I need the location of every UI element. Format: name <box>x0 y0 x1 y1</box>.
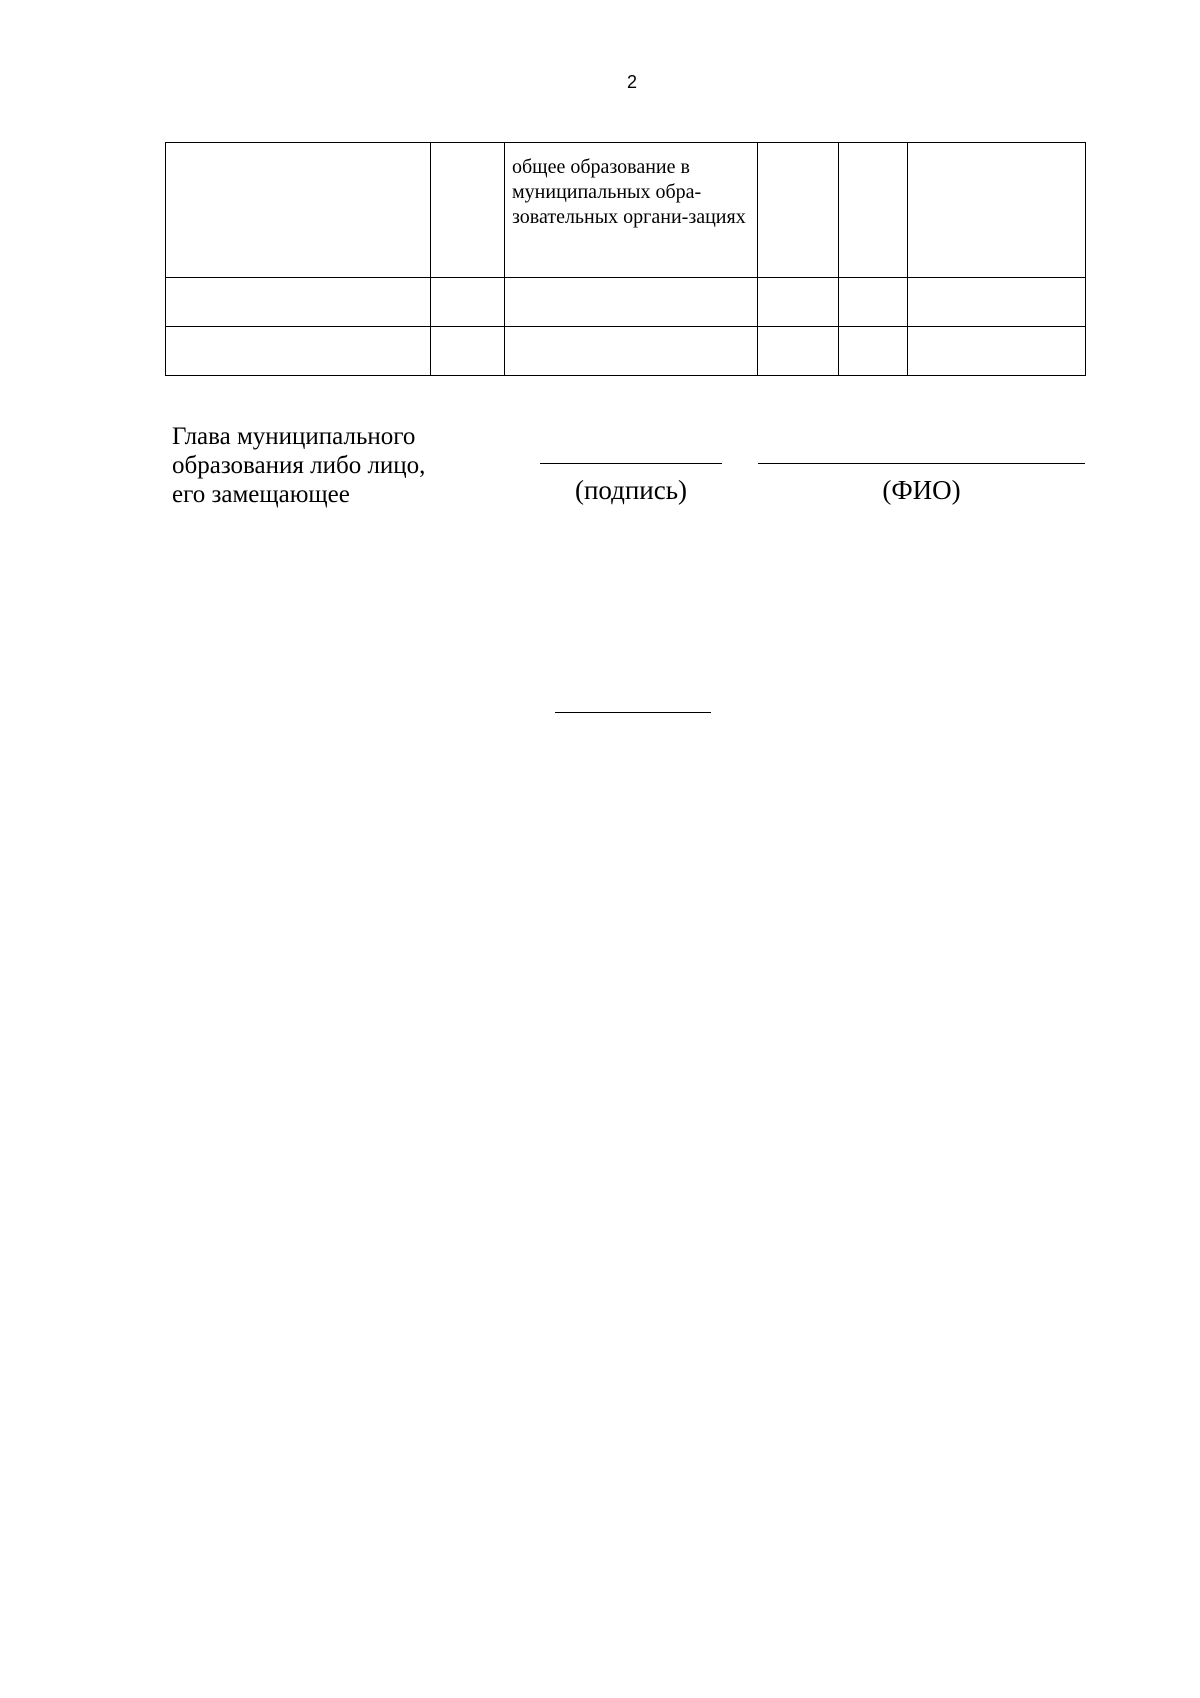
table-cell <box>758 327 839 376</box>
name-line <box>758 463 1085 464</box>
table-row <box>166 143 1086 278</box>
document-end-line <box>555 712 711 713</box>
table-cell <box>908 143 1086 278</box>
table-cell <box>908 327 1086 376</box>
table-cell <box>908 278 1086 327</box>
table-cell <box>166 143 431 278</box>
table-row <box>166 327 1086 376</box>
table-cell <box>431 278 505 327</box>
signatory-position-line: Глава муниципального <box>172 423 416 450</box>
table-cell <box>839 143 908 278</box>
education-cell-text: общее образование в муниципальных обра-зовательных органи-зациях <box>512 156 746 228</box>
table-cell <box>166 327 431 376</box>
signatory-position-line: образования либо лицо, <box>172 452 426 479</box>
table-cell <box>839 278 908 327</box>
table-cell <box>166 278 431 327</box>
signature-caption: (подпись) <box>574 475 688 505</box>
table-row <box>166 278 1086 327</box>
table-cell <box>758 278 839 327</box>
table-cell <box>505 278 758 327</box>
table-cell <box>505 143 758 278</box>
table-cell <box>505 327 758 376</box>
name-caption: (ФИО) <box>882 475 961 505</box>
signature-line <box>540 463 722 464</box>
data-table <box>165 142 1086 376</box>
page-number: 2 <box>626 72 637 92</box>
table-cell <box>431 143 505 278</box>
table-cell <box>839 327 908 376</box>
signatory-position-line: его замещающее <box>172 481 350 508</box>
table-cell <box>431 327 505 376</box>
table-cell <box>758 143 839 278</box>
signatory-position-label <box>172 422 425 509</box>
